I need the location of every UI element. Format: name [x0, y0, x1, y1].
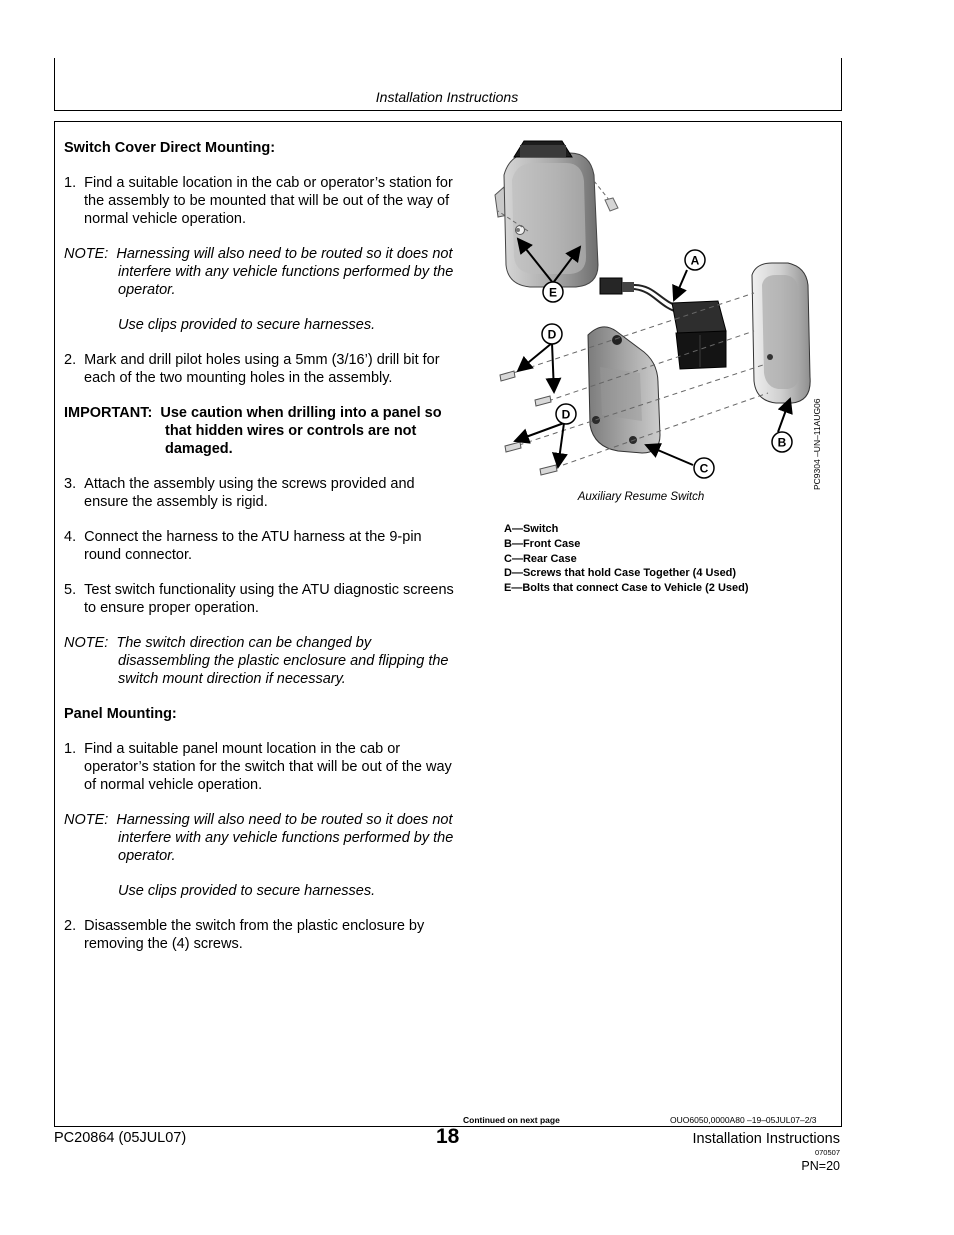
footer-title: Installation Instructions	[692, 1131, 840, 1147]
panel-step-1: 1. Find a suitable panel mount location in the cab or operator’s station for the switch that will be out of the way of normal vehicle operation.	[64, 741, 452, 793]
callout-d-lower-label: D	[561, 407, 571, 422]
step-1: 1. Find a suitable location in the cab or operator’s station for the assembly to be mounted that will be out of the way of normal vehicle operation.	[64, 175, 453, 227]
heading-panel-mounting: Panel Mounting:	[64, 706, 177, 722]
callout-d-upper	[542, 324, 562, 344]
note-harnessing: NOTE: Harnessing will also need to be routed so it does not interfere with any vehicle functions performed by the operator.	[64, 246, 454, 298]
callout-c	[694, 458, 714, 478]
callout-b	[772, 432, 792, 452]
note-switch-direction: NOTE: The switch direction can be changed by disassembling the plastic enclosure and flipping the switch mount direction if necessary.	[64, 635, 449, 687]
step-4: 4. Connect the harness to the ATU harness at the 9-pin round connector.	[64, 529, 422, 563]
rear-case	[588, 327, 660, 453]
footer-date-code: 070507	[814, 1148, 840, 1157]
callout-d-upper-label: D	[547, 327, 557, 342]
case-screws	[500, 371, 557, 475]
step-2: 2. Mark and drill pilot holes using a 5mm (3/16’) drill bit for each of the two mounting holes in the assembly.	[64, 352, 440, 386]
legend-item: D—Screws that hold Case Together (4 Used)	[504, 567, 737, 580]
heading-switch-cover: Switch Cover Direct Mounting:	[64, 140, 276, 156]
step-3: 3. Attach the assembly using the screws provided and ensure the assembly is rigid.	[64, 476, 415, 510]
callout-d-lower	[556, 404, 576, 424]
panel-step-2: 2. Disassemble the switch from the plastic enclosure by removing the (4) screws.	[64, 918, 425, 952]
legend-item: A—Switch	[504, 523, 559, 535]
callout-e	[543, 282, 563, 302]
legend-item: C—Rear Case	[504, 552, 577, 565]
callout-b-label: B	[777, 435, 787, 450]
rocker-switch	[672, 301, 726, 369]
important-caution: IMPORTANT: Use caution when drilling into a panel so that hidden wires or controls are not damaged.	[64, 405, 442, 457]
instructions-column	[64, 139, 454, 970]
reference-code: OUO6050,0000A80 –19–05JUL07–2/3	[670, 1115, 817, 1125]
page-number: 18	[436, 1125, 460, 1148]
callout-a-label: A	[690, 253, 700, 268]
assembled-unit	[495, 141, 618, 287]
callout-a	[685, 250, 705, 270]
panel-note-harnessing: NOTE: Harnessing will also need to be routed so it does not interfere with any vehicle functions performed by the operator.	[64, 812, 454, 864]
harness-connector	[600, 278, 680, 313]
legend-item: E—Bolts that connect Case to Vehicle (2 Used)	[504, 582, 749, 595]
panel-note-clips: Use clips provided to secure harnesses.	[118, 883, 376, 899]
callout-c-label: C	[699, 461, 709, 476]
step-5: 5. Test switch functionality using the ATU diagnostic screens to ensure proper operation.	[64, 582, 454, 616]
note-clips: Use clips provided to secure harnesses.	[118, 317, 376, 333]
continued-note: Continued on next page	[463, 1115, 560, 1125]
document-number: PC20864 (05JUL07)	[54, 1130, 187, 1146]
figure-legend	[504, 522, 749, 596]
header-title: Installation Instructions	[375, 89, 519, 105]
footer-pn: PN=20	[801, 1159, 840, 1173]
front-case	[752, 263, 810, 403]
figure-caption: Auxiliary Resume Switch	[577, 491, 705, 503]
callout-e-label: E	[548, 285, 558, 300]
exploded-switch-illustration	[490, 135, 830, 485]
figure-code: PC9304 –UN–11AUG06	[812, 398, 822, 490]
legend-item: B—Front Case	[504, 537, 581, 550]
